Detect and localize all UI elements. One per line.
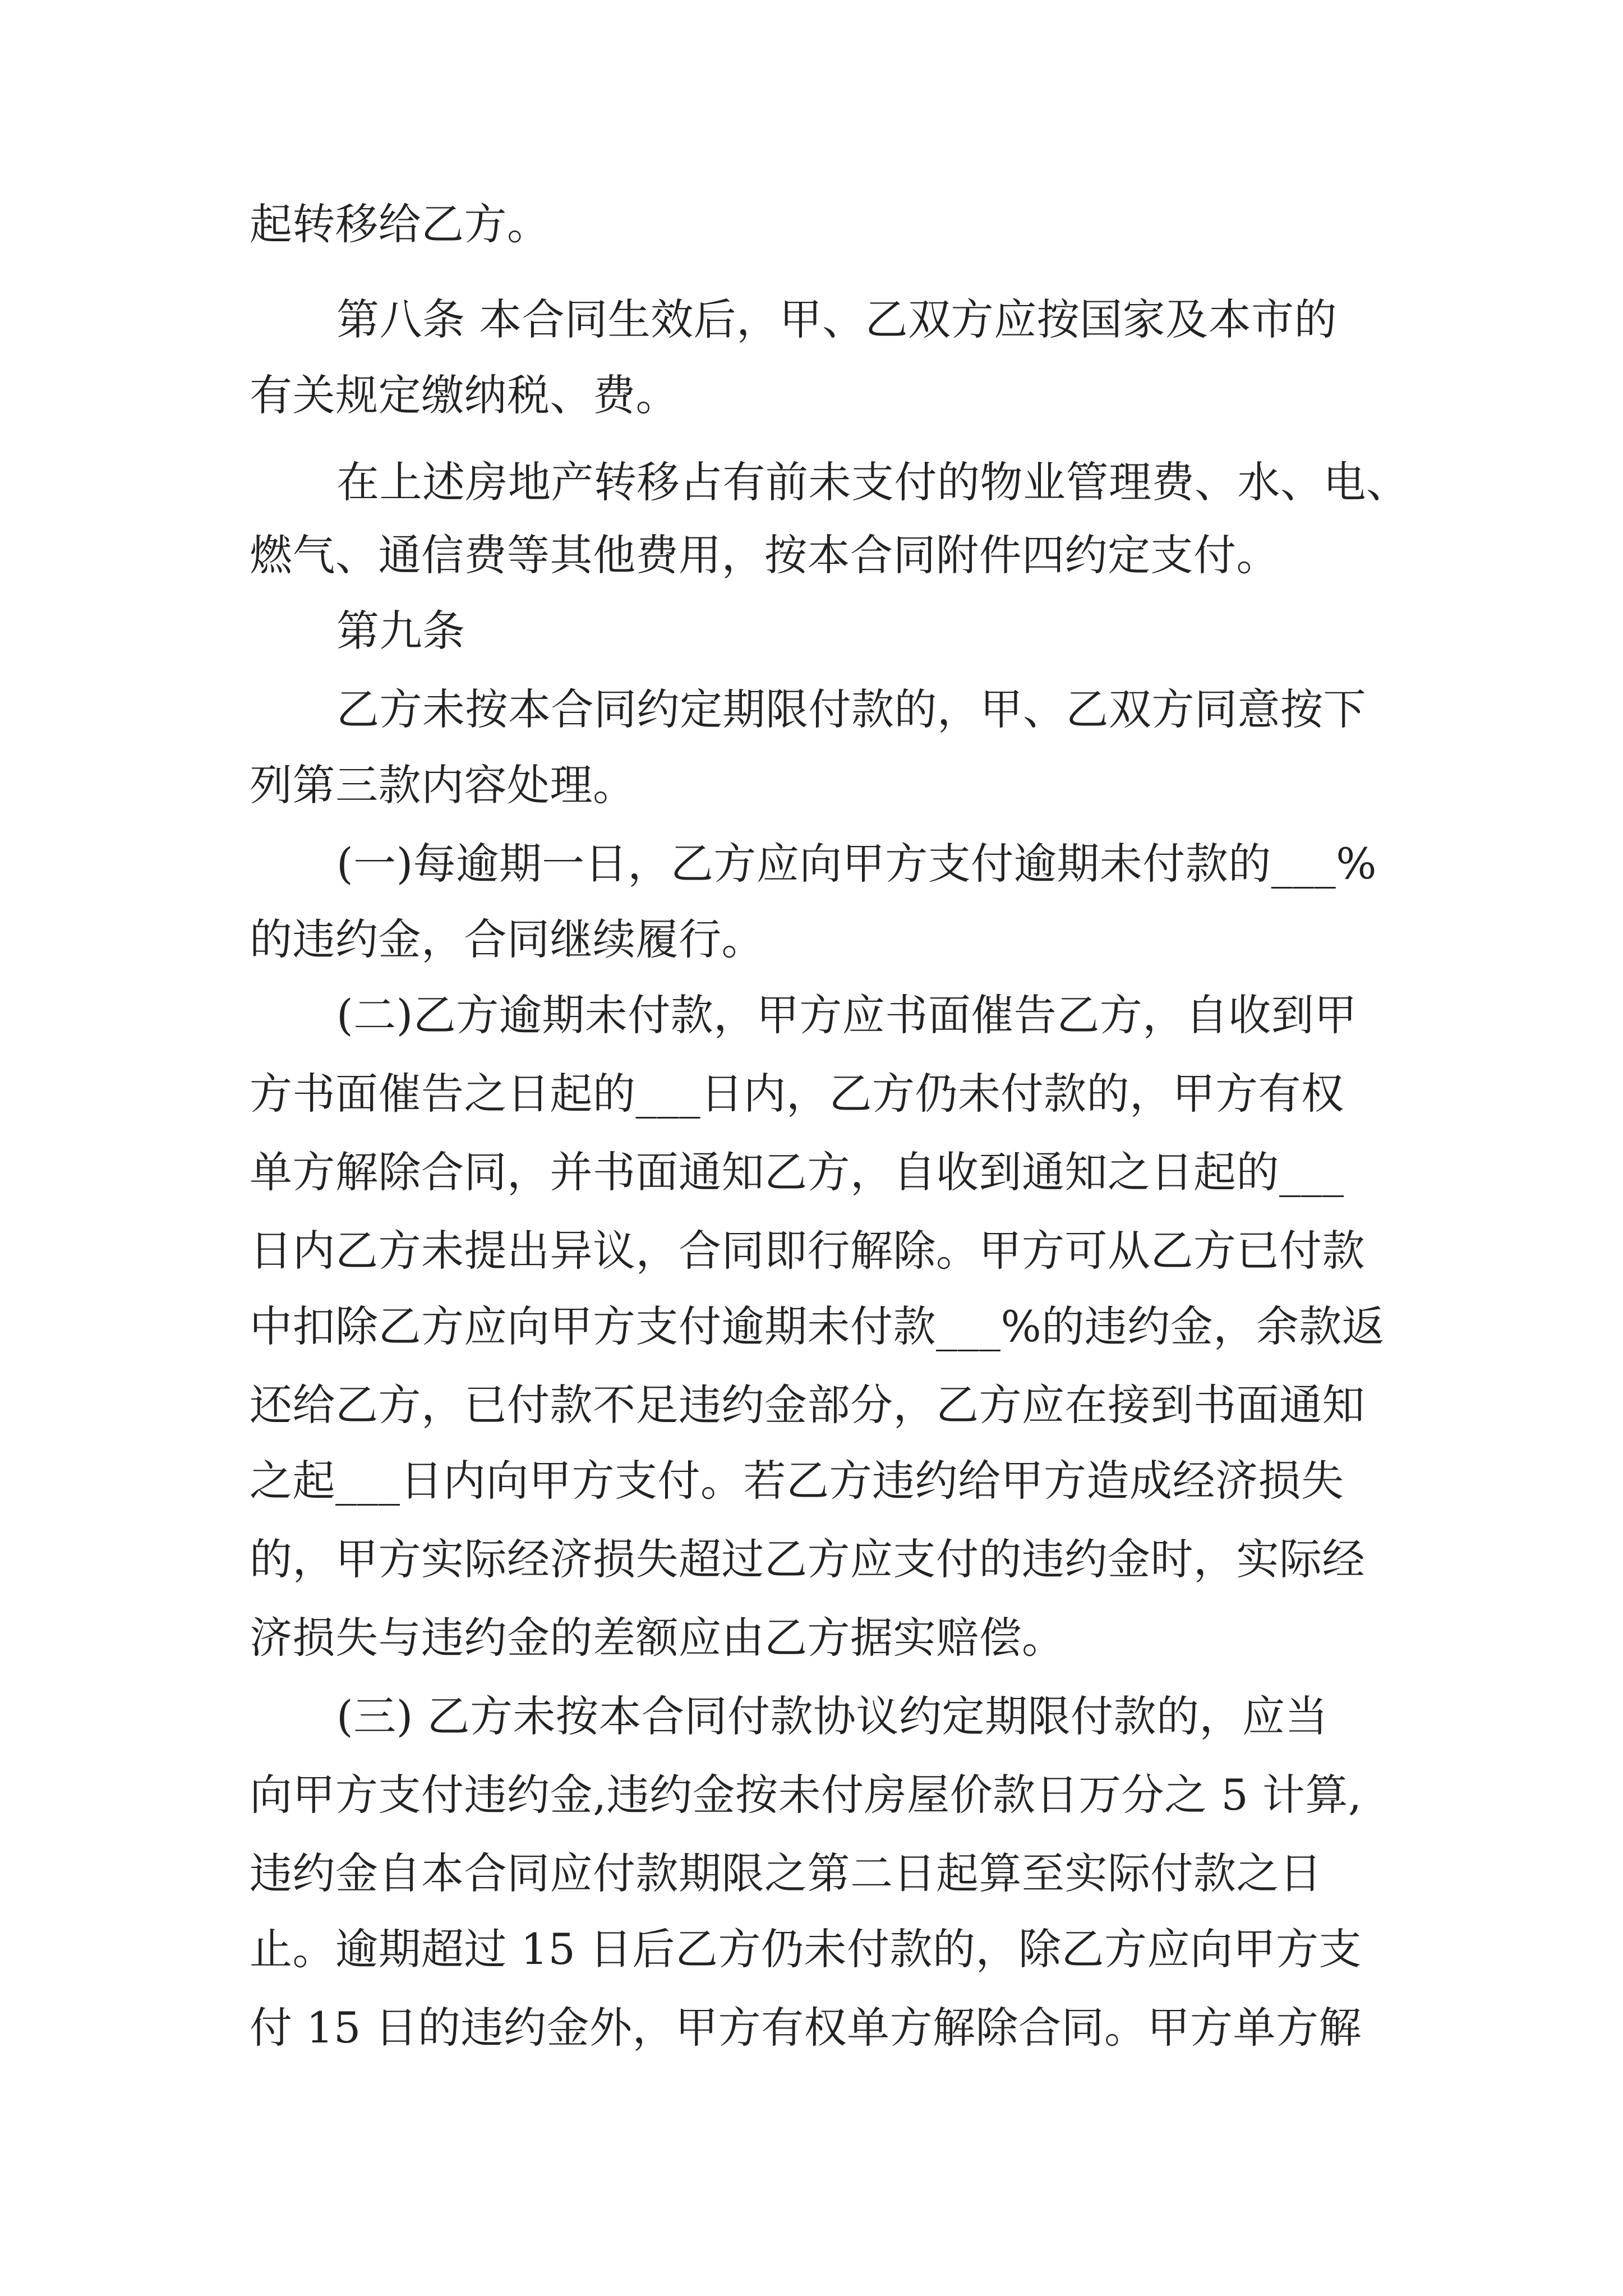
text-line: 有关规定缴纳税、费。 bbox=[250, 370, 679, 420]
article-9-heading: 第九条 bbox=[336, 606, 465, 656]
text-line: 的违约金，合同继续履行。 bbox=[250, 914, 764, 964]
text-line: 在上述房地产转移占有前未支付的物业管理费、水、电、 bbox=[336, 457, 1409, 507]
article-8-heading-line: 第八条 本合同生效后，甲、乙双方应按国家及本市的 bbox=[336, 295, 1338, 344]
text-line: 方书面催告之日起的___日内，乙方仍未付款的，甲方有权 bbox=[250, 1069, 1344, 1119]
text-line: 之起___日内向甲方支付。若乙方违约给甲方造成经济损失 bbox=[250, 1456, 1344, 1506]
text-line: 单方解除合同，并书面通知乙方，自收到通知之日起的___ bbox=[250, 1147, 1344, 1197]
text-line: 列第三款内容处理。 bbox=[250, 760, 636, 810]
text-line: 付 15 日的违约金外，甲方有权单方解除合同。甲方单方解 bbox=[250, 2003, 1362, 2053]
text-line: 的，甲方实际经济损失超过乙方应支付的违约金时，实际经 bbox=[250, 1534, 1365, 1584]
text-line: 起转移给乙方。 bbox=[250, 199, 550, 249]
text-line: 还给乙方，已付款不足违约金部分，乙方应在接到书面通知 bbox=[250, 1380, 1365, 1430]
text-line: 燃气、通信费等其他费用，按本合同附件四约定支付。 bbox=[250, 530, 1279, 580]
text-line: 日内乙方未提出异议，合同即行解除。甲方可从乙方已付款 bbox=[250, 1226, 1365, 1276]
text-line: 中扣除乙方应向甲方支付逾期未付款___%的违约金，余款返 bbox=[250, 1301, 1385, 1351]
clause-1-line: (一)每逾期一日，乙方应向甲方支付逾期未付款的___% bbox=[336, 839, 1377, 889]
text-line: 向甲方支付违约金,违约金按未付房屋价款日万分之 5 计算, bbox=[250, 1770, 1362, 1820]
text-line: 违约金自本合同应付款期限之第二日起算至实际付款之日 bbox=[250, 1848, 1322, 1898]
clause-3-line: (三) 乙方未按本合同付款协议约定期限付款的，应当 bbox=[336, 1691, 1328, 1741]
clause-2-line: (二)乙方逾期未付款，甲方应书面催告乙方，自收到甲 bbox=[336, 990, 1357, 1040]
text-line: 济损失与违约金的差额应由乙方据实赔偿。 bbox=[250, 1613, 1065, 1663]
text-line: 止。逾期超过 15 日后乙方仍未付款的，除乙方应向甲方支 bbox=[250, 1924, 1362, 1974]
text-line: 乙方未按本合同约定期限付款的，甲、乙双方同意按下 bbox=[336, 684, 1366, 734]
